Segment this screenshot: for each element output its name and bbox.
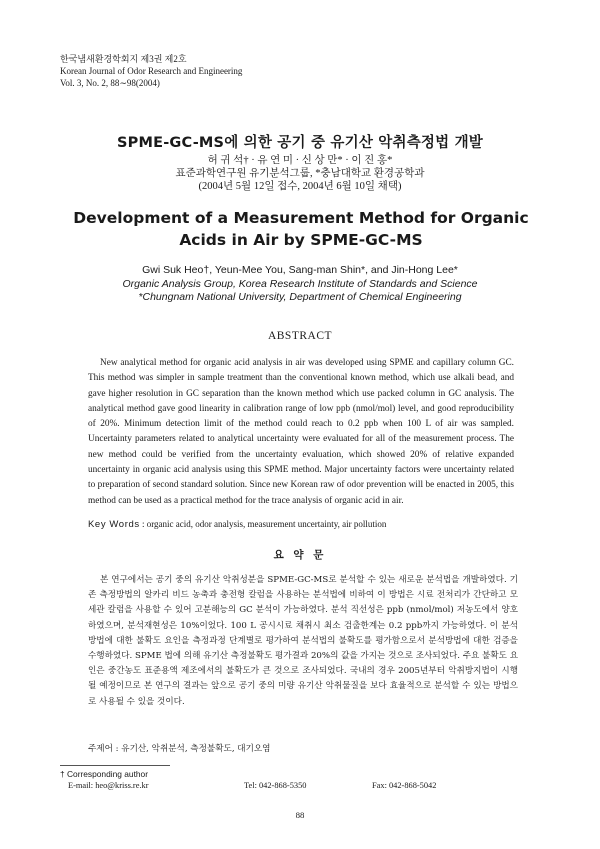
journal-header [60, 53, 242, 89]
corresponding-author-note: † Corresponding author [60, 769, 148, 779]
authors-en: Gwi Suk Heo†, Yeun-Mee You, Sang-man Shin*, and Jin-Hong Lee* [142, 264, 458, 276]
received-dates-kr: (2004년 5월 12일 접수, 2004년 6월 10일 채택) [198, 181, 402, 192]
keywords-list: : organic acid, odor analysis, measurement uncertainty, air pollution [141, 519, 387, 529]
affiliation-en-1: Organic Analysis Group, Korea Research Institute of Standards and Science [122, 277, 478, 290]
paper-title-kr: SPME-GC-MS에 의한 공기 중 유기산 악취측정법 개발 [117, 135, 483, 151]
footnote-divider [60, 765, 170, 766]
affiliation-en-2: *Chungnam National University, Department of Chemical Engineering [138, 291, 462, 303]
keywords-kr [88, 742, 270, 754]
summary-body-kr: 본 연구에서는 공기 중의 유기산 악취성분을 SPME-GC-MS로 분석할 수 있는 새로운 분석법을 개발하였다. 기존 측정방법의 알카리 비드 농축과 충전형 칼럼을 사용하는 분석법에 비하여 이 방법은 시료 전처리가 간단하고 모세관 칼럼을 사용할 수 있어 고분해능의 GC 분석이 가능하였다. 분석 직선성은 ppb (nmol/mol) 저농도에서 양호하였으며, 분석재현성은 10%이었다. 100 L 공시시료 채취시 최소 검출한계는 0.2 ppb까지 가능하였다. 이 분석방법에 대한 불확도 요인을 측정과정 단계별로 평가하여 분석법의 불확도를 평가함으로서 분석방법에 대한 검증을 수행하였다. SPME 법에 의해 유기산 측정불확도 평가결과 20%의 값을 가지는 것으로 조사되었다. 주요 불확도 요인은 중간농도 표준용액 제조에서의 불확도가 큰 것으로 조사되었다. 국내의 경우 2005년부터 악취방지법이 시행될 예정이므로 본 연구의 결과는 앞으로 공기 중의 미량 유기산 악취물질을 보다 효율적으로 분석할 수 있는 방법으로 사용될 수 있을 것이다. [88, 575, 518, 707]
page-number: 88 [295, 810, 305, 820]
author-tel: Tel: 042-868-5350 [244, 781, 307, 790]
author-block-en [0, 264, 600, 305]
keywords-label: Key Words [88, 519, 140, 530]
keywords-kr-list: : 유기산, 악취분석, 측정불확도, 대기오염 [115, 744, 271, 754]
keywords-kr-label: 주제어 [88, 744, 113, 754]
affiliation-kr: 표준과학연구원 유기분석그룹, *충남대학교 환경공학과 [175, 168, 425, 179]
author-email: E-mail: heo@kriss.re.kr [68, 781, 149, 790]
journal-name-kr: 한국냄새환경학회지 제3권 제2호 [60, 54, 187, 64]
summary-heading-kr: 요 약 문 [273, 549, 327, 561]
abstract-body: New analytical method for organic acid analysis in air was developed using SPME and capillary column GC. This method was simpler in sample treatment than the conventional known method, which use alkali bead, and gave higher resolution in GC separation than the known method which use packed column in GC analysis. The analytical method gave good linearity in calibration range of low ppb (nmol/mol) level, and good reproducibility of 20%. Minimum detection limit of the method could reach to 0.2 ppb when 100 L of air was sampled. Uncertainty parameters related to analytical uncertainty were evaluated for all of the measurement process. The new method could be verified from the uncertainty evaluation, which showed 20% of relative expanded uncertainty in organic acid analysis using this SPME method. Major uncertainty factors were uncertainty related to preparation of second standard solution. Since new Korean raw of odor prevention will be enacted in 2005, this method can be used as a practical method for the trace analysis of organic acid in air. [88, 358, 514, 506]
authors-kr: 허 귀 석† · 유 연 미 · 신 상 만* · 이 진 홍* [207, 155, 393, 166]
abstract-heading: ABSTRACT [267, 330, 333, 342]
keywords-en [88, 519, 518, 530]
journal-name-en: Korean Journal of Odor Research and Engineering [60, 66, 243, 76]
author-block-kr [0, 154, 600, 193]
footnote [60, 769, 540, 792]
paper-title-en: Development of a Measurement Method for Organic Acids in Air by SPME-GC-MS [73, 209, 529, 249]
author-fax: Fax: 042-868-5042 [372, 781, 437, 790]
journal-volume: Vol. 3, No. 2, 88∼98(2004) [60, 78, 160, 88]
